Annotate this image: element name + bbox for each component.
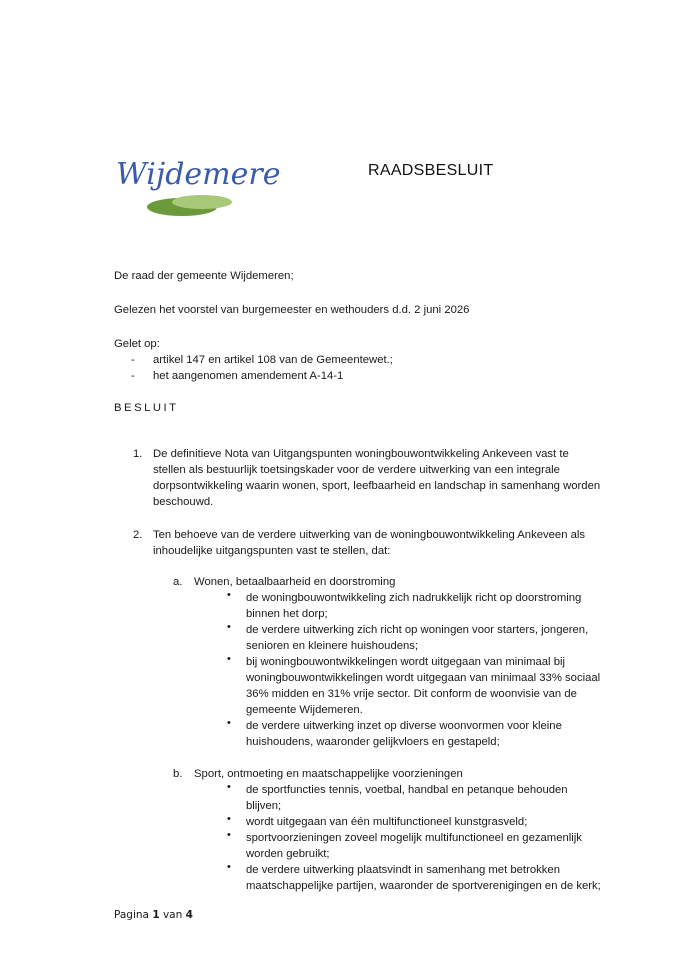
gelet-dash: - xyxy=(131,354,135,366)
decision-number: 1. xyxy=(133,448,143,460)
decision-1-line: beschouwd. xyxy=(153,496,214,508)
footer-page-total: 4 xyxy=(185,909,193,921)
sub-a-bullet-line: de verdere uitwerking zich richt op woningen voor starters, jongeren, xyxy=(246,624,589,636)
logo-graphic xyxy=(112,150,282,220)
gelet-dash: - xyxy=(131,370,135,382)
decision-2-line: Ten behoeve van de verdere uitwerking van de woningbouwontwikkeling Ankeveen als xyxy=(153,529,586,541)
sub-a-bullet-line: senioren en kleinere huishoudens; xyxy=(246,640,419,652)
gelet-item: artikel 147 en artikel 108 van de Gemeentewet.; xyxy=(153,354,393,366)
sub-letter: a. xyxy=(173,576,183,588)
sub-a-bullet-line: woningbouwontwikkelingen wordt uitgegaan van minimaal 33% sociaal xyxy=(246,672,601,684)
sub-b-bullet-line: wordt uitgegaan van één multifunctioneel kunstgrasveld; xyxy=(246,816,528,828)
intro-line-council: De raad der gemeente Wijdemeren; xyxy=(114,270,294,282)
wijdemeren-logo xyxy=(112,150,282,220)
bullet-icon: • xyxy=(227,589,231,601)
sub-a-bullet-line: de woningbouwontwikkeling zich nadrukkelijk richt op doorstroming xyxy=(246,592,582,604)
gelet-item: het aangenomen amendement A-14-1 xyxy=(153,370,344,382)
bullet-icon: • xyxy=(227,653,231,665)
decision-number: 2. xyxy=(133,529,143,541)
bullet-icon: • xyxy=(227,781,231,793)
besluit-heading: BESLUIT xyxy=(114,402,179,414)
gelet-heading: Gelet op: xyxy=(114,338,160,350)
sub-a-bullet-line: 36% midden en 31% vrije sector. Dit conform de woonvisie van de xyxy=(246,688,577,700)
bullet-icon: • xyxy=(227,621,231,633)
sub-b-bullet-line: de verdere uitwerking plaatsvindt in samenhang met betrokken xyxy=(246,864,560,876)
decision-1-line: stellen als bestuurlijk toetsingskader voor de verdere uitwerking van een integrale xyxy=(153,464,560,476)
document-title: RAADSBESLUIT xyxy=(368,162,494,179)
sub-a-bullet-line: de verdere uitwerking inzet op diverse woonvormen voor kleine xyxy=(246,720,562,732)
page-footer xyxy=(114,909,193,921)
sub-a-bullet-line: binnen het dorp; xyxy=(246,608,328,620)
decision-1-line: dorpsontwikkeling waarin wonen, sport, leefbaarheid en landschap in samenhang worden xyxy=(153,480,601,492)
bullet-icon: • xyxy=(227,717,231,729)
sub-a-bullet-line: bij woningbouwontwikkelingen wordt uitgegaan van minimaal bij xyxy=(246,656,566,668)
sub-b-bullet-line: de sportfuncties tennis, voetbal, handbal en petanque behouden xyxy=(246,784,568,796)
logo-text: Wijdemeren xyxy=(116,157,282,192)
bullet-icon: • xyxy=(227,861,231,873)
sub-b-bullet-line: blijven; xyxy=(246,800,282,812)
logo-leaf-light xyxy=(172,195,232,209)
sub-a-bullet-line: gemeente Wijdemeren. xyxy=(246,704,363,716)
sub-b-bullet-line: maatschappelijke partijen, waaronder de sportverenigingen en de kerk; xyxy=(246,880,601,892)
footer-of-word: van xyxy=(162,909,183,921)
decision-2-line: inhoudelijke uitgangspunten vast te stellen, dat: xyxy=(153,545,391,557)
sub-b-heading: Sport, ontmoeting en maatschappelijke voorzieningen xyxy=(194,768,463,780)
intro-line-proposal: Gelezen het voorstel van burgemeester en wethouders d.d. 2 juni 2026 xyxy=(114,304,470,316)
sub-letter: b. xyxy=(173,768,183,780)
sub-b-bullet-line: sportvoorzieningen zoveel mogelijk multifunctioneel en gezamenlijk xyxy=(246,832,582,844)
sub-a-heading: Wonen, betaalbaarheid en doorstroming xyxy=(194,576,396,588)
footer-page-word: Pagina xyxy=(114,909,149,921)
sub-b-bullet-line: worden gebruikt; xyxy=(246,848,330,860)
sub-a-bullet-line: huishoudens, waaronder gelijkvloers en gestapeld; xyxy=(246,736,500,748)
footer-page-number: 1 xyxy=(152,909,160,921)
bullet-icon: • xyxy=(227,829,231,841)
decision-1-line: De definitieve Nota van Uitgangspunten woningbouwontwikkeling Ankeveen vast te xyxy=(153,448,569,460)
bullet-icon: • xyxy=(227,813,231,825)
